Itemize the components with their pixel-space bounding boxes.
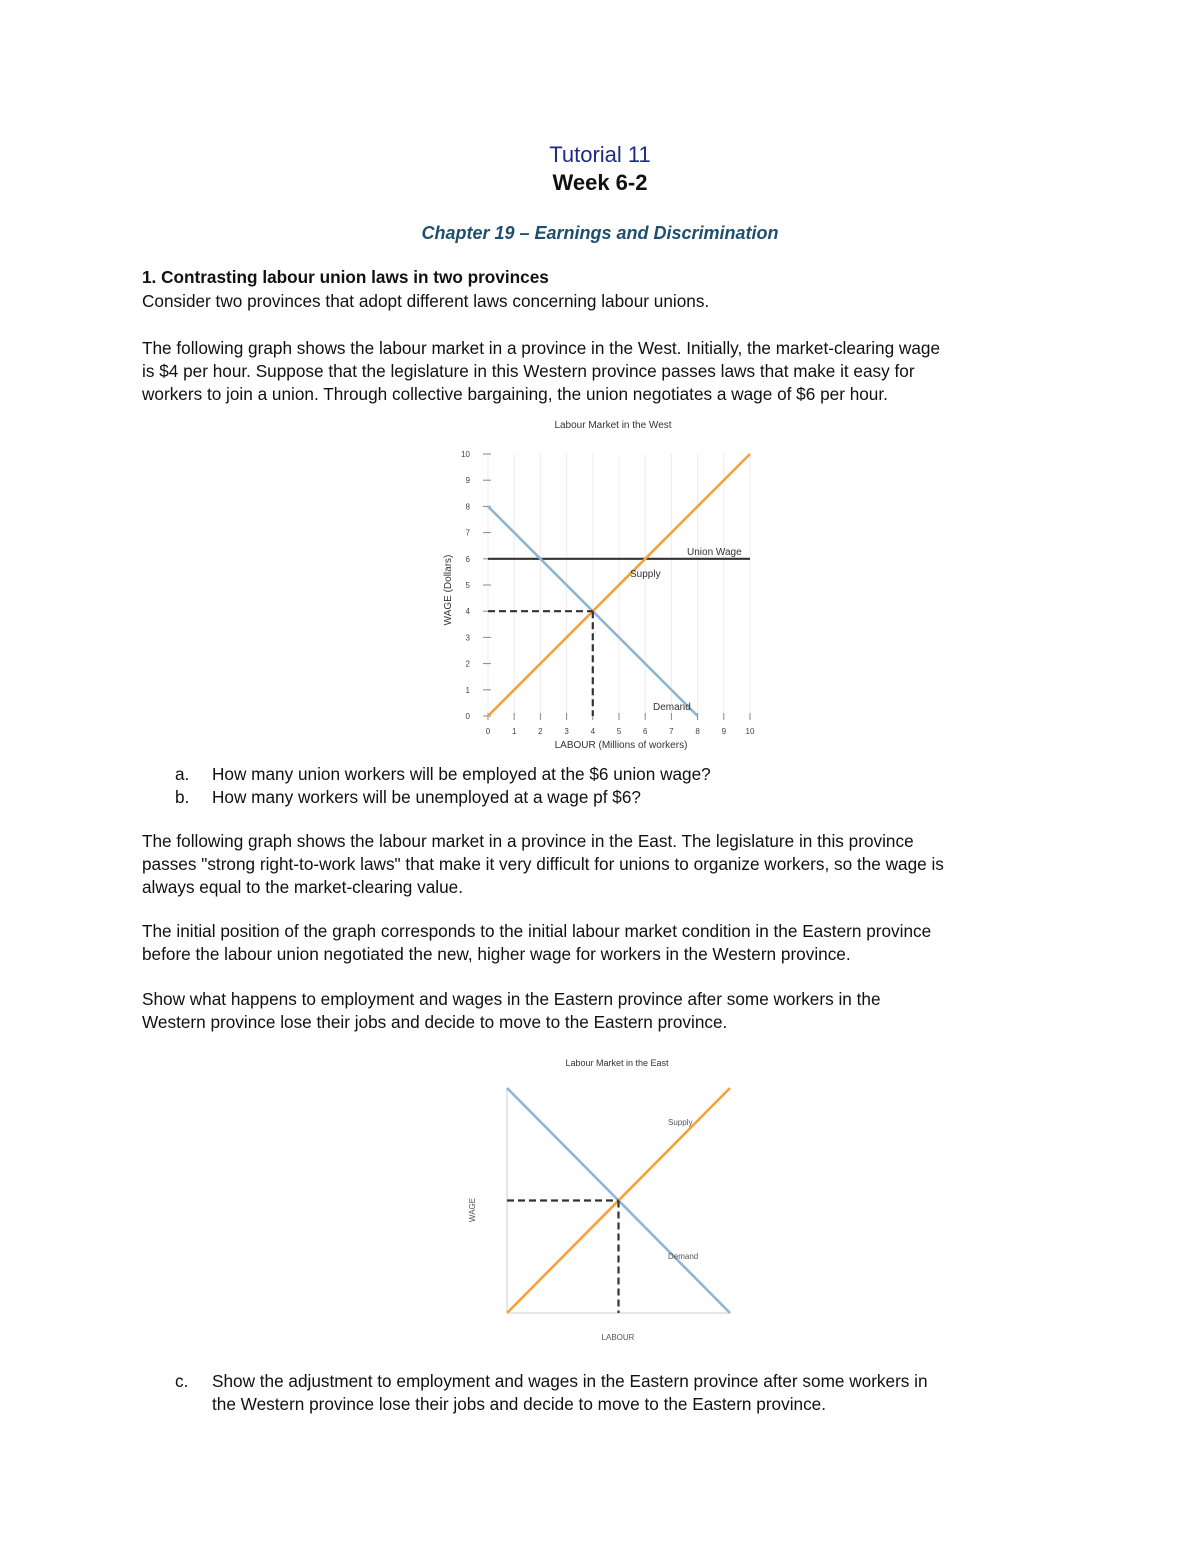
west-x-tick-label: 3 <box>564 727 569 736</box>
west-y-tick-label: 7 <box>465 528 470 538</box>
west-x-tick-label: 10 <box>745 727 755 736</box>
west-x-tick-label: 9 <box>721 727 727 736</box>
intro-text: Consider two provinces that adopt different laws concerning labour unions. <box>142 291 710 311</box>
west-y-tick-label: 8 <box>465 502 470 512</box>
west-y-tick-label: 6 <box>465 554 470 564</box>
question-b-label: b. <box>175 787 190 807</box>
question-a-text: How many union workers will be employed at the $6 union wage? <box>212 764 711 784</box>
west-x-tick-label: 1 <box>511 727 517 736</box>
east-para-line-2: passes "strong right-to-work laws" that make it very difficult for unions to organize workers, so the wage is <box>142 854 944 874</box>
question-c-label: c. <box>175 1371 189 1391</box>
west-x-tick-label: 0 <box>485 727 491 736</box>
west-y-tick-label: 5 <box>465 581 470 590</box>
west-chart-title: Labour Market in the West <box>554 420 672 431</box>
west-y-tick-label: 3 <box>465 633 470 643</box>
west-demand-label: Demand <box>653 702 691 713</box>
west-x-ticks <box>486 713 755 736</box>
west-para-line-2: is $4 per hour. Suppose that the legislature in this Western province passes laws that make it easy for <box>142 361 915 381</box>
west-y-tick-label: 10 <box>461 450 470 459</box>
west-y-tick-label: 2 <box>465 659 470 669</box>
week-subtitle: Week 6-2 <box>552 170 648 195</box>
tutorial-title: Tutorial 11 <box>549 142 651 167</box>
west-supply-label: Supply <box>630 569 661 580</box>
west-labour-chart <box>425 412 770 757</box>
west-para-line-3: workers to join a union. Through collective bargaining, the union negotiates a wage of $6 per hour. <box>142 384 888 404</box>
question-c-line-1: Show the adjustment to employment and wages in the Eastern province after some workers in <box>212 1371 928 1391</box>
east-chart-title: Labour Market in the East <box>565 1058 669 1068</box>
west-x-tick-label: 4 <box>590 727 596 736</box>
east-demand-label: Demand <box>668 1252 699 1261</box>
chapter-heading: Chapter 19 – Earnings and Discrimination <box>421 223 779 243</box>
west-para-line-1: The following graph shows the labour market in a province in the West. Initially, the market-clearing wage <box>142 338 941 358</box>
east-supply-label: Supply <box>668 1118 693 1127</box>
east-y-axis-label: WAGE <box>468 1197 477 1223</box>
west-y-tick-label: 1 <box>465 685 470 695</box>
east-x-axis-label: LABOUR <box>601 1333 635 1342</box>
initial-para-line-1: The initial position of the graph corresponds to the initial labour market condition in the Eastern province <box>142 921 932 941</box>
initial-para-line-2: before the labour union negotiated the new, higher wage for workers in the Western province. <box>142 944 851 964</box>
question-1-heading: 1. Contrasting labour union laws in two provinces <box>142 267 549 287</box>
west-y-tick-label: 0 <box>465 712 470 721</box>
question-a-label: a. <box>175 764 190 784</box>
west-y-tick-label: 9 <box>465 476 470 486</box>
west-x-tick-label: 5 <box>616 727 622 736</box>
west-y-ticks <box>461 450 491 721</box>
question-b-text: How many workers will be unemployed at a wage pf $6? <box>212 787 641 807</box>
west-x-tick-label: 6 <box>642 727 648 736</box>
west-x-axis-label: LABOUR (Millions of workers) <box>554 740 688 751</box>
show-para-line-2: Western province lose their jobs and decide to move to the Eastern province. <box>142 1012 728 1032</box>
east-para-line-1: The following graph shows the labour market in a province in the East. The legislature in this province <box>142 831 914 851</box>
west-x-tick-label: 8 <box>695 727 700 736</box>
west-y-tick-label: 4 <box>465 607 470 617</box>
west-x-tick-label: 7 <box>669 727 674 736</box>
west-x-tick-label: 2 <box>538 727 543 736</box>
east-labour-chart <box>450 1052 750 1352</box>
west-y-axis-label: WAGE (Dollars) <box>443 554 454 626</box>
question-c-line-2: the Western province lose their jobs and decide to move to the Eastern province. <box>212 1394 826 1414</box>
east-para-line-3: always equal to the market-clearing value. <box>142 877 463 897</box>
show-para-line-1: Show what happens to employment and wages in the Eastern province after some workers in the <box>142 989 881 1009</box>
west-union-wage-label: Union Wage <box>687 547 742 558</box>
